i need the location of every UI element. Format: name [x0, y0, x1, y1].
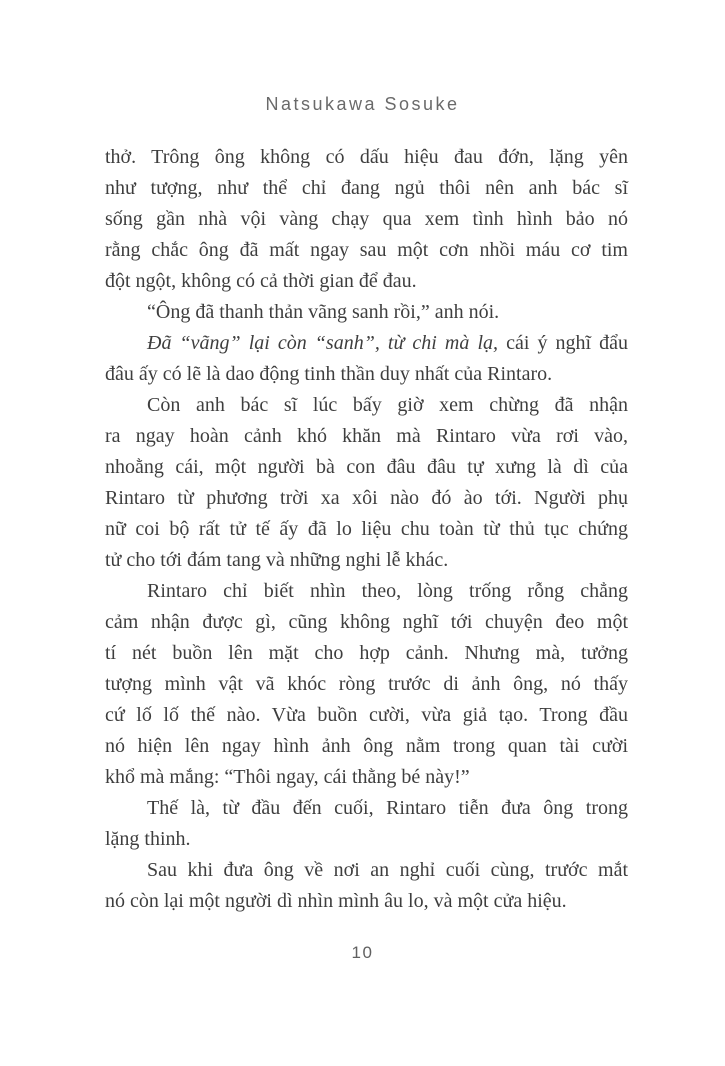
- text-line: [105, 762, 628, 793]
- text-line: [105, 855, 628, 886]
- text-segment: Thế là, từ đầu đến cuối, Rintaro tiễn đưa ông trong: [147, 797, 628, 819]
- text-segment: nhoằng cái, một người bà con đâu đâu tự xưng là dì của: [105, 456, 628, 478]
- text-segment: khổ mà mắng: “Thôi ngay, cái thằng bé này!”: [105, 766, 470, 788]
- text-segment: tượng mình vật vã khóc ròng trước di ảnh ông, nó thấy: [105, 673, 628, 695]
- text-segment: đâu ấy có lẽ là dao động tinh thần duy nhất của Rintaro.: [105, 363, 553, 385]
- text-segment: nữ coi bộ rất tử tế ấy đã lo liệu chu toàn từ thủ tục chứng: [105, 518, 628, 540]
- text-line: [105, 514, 628, 545]
- text-segment: tử cho tới đám tang và những nghi lễ khác.: [105, 549, 449, 571]
- text-segment: Rintaro từ phương trời xa xôi nào đó ào tới. Người phụ: [105, 487, 628, 509]
- text-line: [105, 669, 628, 700]
- text-line: [105, 700, 628, 731]
- text-segment: nó còn lại một người dì nhìn mình âu lo, và một cửa hiệu.: [105, 890, 567, 912]
- text-line: [105, 390, 628, 421]
- text-segment: thở. Trông ông không có dấu hiệu đau đớn, lặng yên: [105, 146, 628, 168]
- text-segment: ra ngay hoàn cảnh khó khăn mà Rintaro vừa rơi vào,: [105, 425, 628, 447]
- text-segment: sống gần nhà vội vàng chạy qua xem tình hình bảo nó: [105, 208, 628, 230]
- running-header-author: Natsukawa Sosuke: [265, 94, 460, 114]
- italic-text-segment: Đã “vãng” lại còn “sanh”, từ chi mà lạ,: [147, 332, 498, 354]
- text-line: [105, 576, 628, 607]
- text-line: [105, 421, 628, 452]
- text-line: [105, 328, 628, 359]
- text-line: [105, 731, 628, 762]
- text-segment: nó hiện lên ngay hình ảnh ông nằm trong quan tài cười: [105, 735, 628, 757]
- text-segment: Còn anh bác sĩ lúc bấy giờ xem chừng đã nhận: [147, 394, 628, 416]
- text-line: [105, 173, 628, 204]
- text-segment: như tượng, như thể chỉ đang ngủ thôi nên anh bác sĩ: [105, 177, 628, 199]
- text-segment: tí nét buồn lên mặt cho hợp cảnh. Nhưng mà, tưởng: [105, 642, 628, 664]
- text-segment: cảm nhận được gì, cũng không nghĩ tới chuyện đeo một: [105, 611, 628, 633]
- text-segment: cái ý nghĩ đẩu: [498, 332, 628, 354]
- text-line: [105, 824, 628, 855]
- text-segment: đột ngột, không có cả thời gian để đau.: [105, 270, 417, 292]
- text-line: [105, 483, 628, 514]
- text-line: [105, 297, 628, 328]
- text-segment: Sau khi đưa ông về nơi an nghỉ cuối cùng, trước mắt: [147, 859, 628, 881]
- text-line: [105, 638, 628, 669]
- text-line: [105, 607, 628, 638]
- text-segment: cứ lố lố thế nào. Vừa buồn cười, vừa giả tạo. Trong đầu: [105, 704, 628, 726]
- text-segment: lặng thinh.: [105, 828, 191, 850]
- text-line: [105, 142, 628, 173]
- text-line: [105, 204, 628, 235]
- text-line: [105, 793, 628, 824]
- text-line: [105, 359, 628, 390]
- body-text: [105, 142, 628, 917]
- text-line: [105, 545, 628, 576]
- text-line: [105, 452, 628, 483]
- text-line: [105, 886, 628, 917]
- text-segment: rằng chắc ông đã mất ngay sau một cơn nhồi máu cơ tim: [105, 239, 628, 261]
- text-line: [105, 235, 628, 266]
- page-number: 10: [351, 943, 374, 962]
- text-segment: Rintaro chỉ biết nhìn theo, lòng trống rỗng chẳng: [147, 580, 628, 602]
- text-segment: “Ông đã thanh thản vãng sanh rồi,” anh nói.: [147, 301, 500, 323]
- text-line: [105, 266, 628, 297]
